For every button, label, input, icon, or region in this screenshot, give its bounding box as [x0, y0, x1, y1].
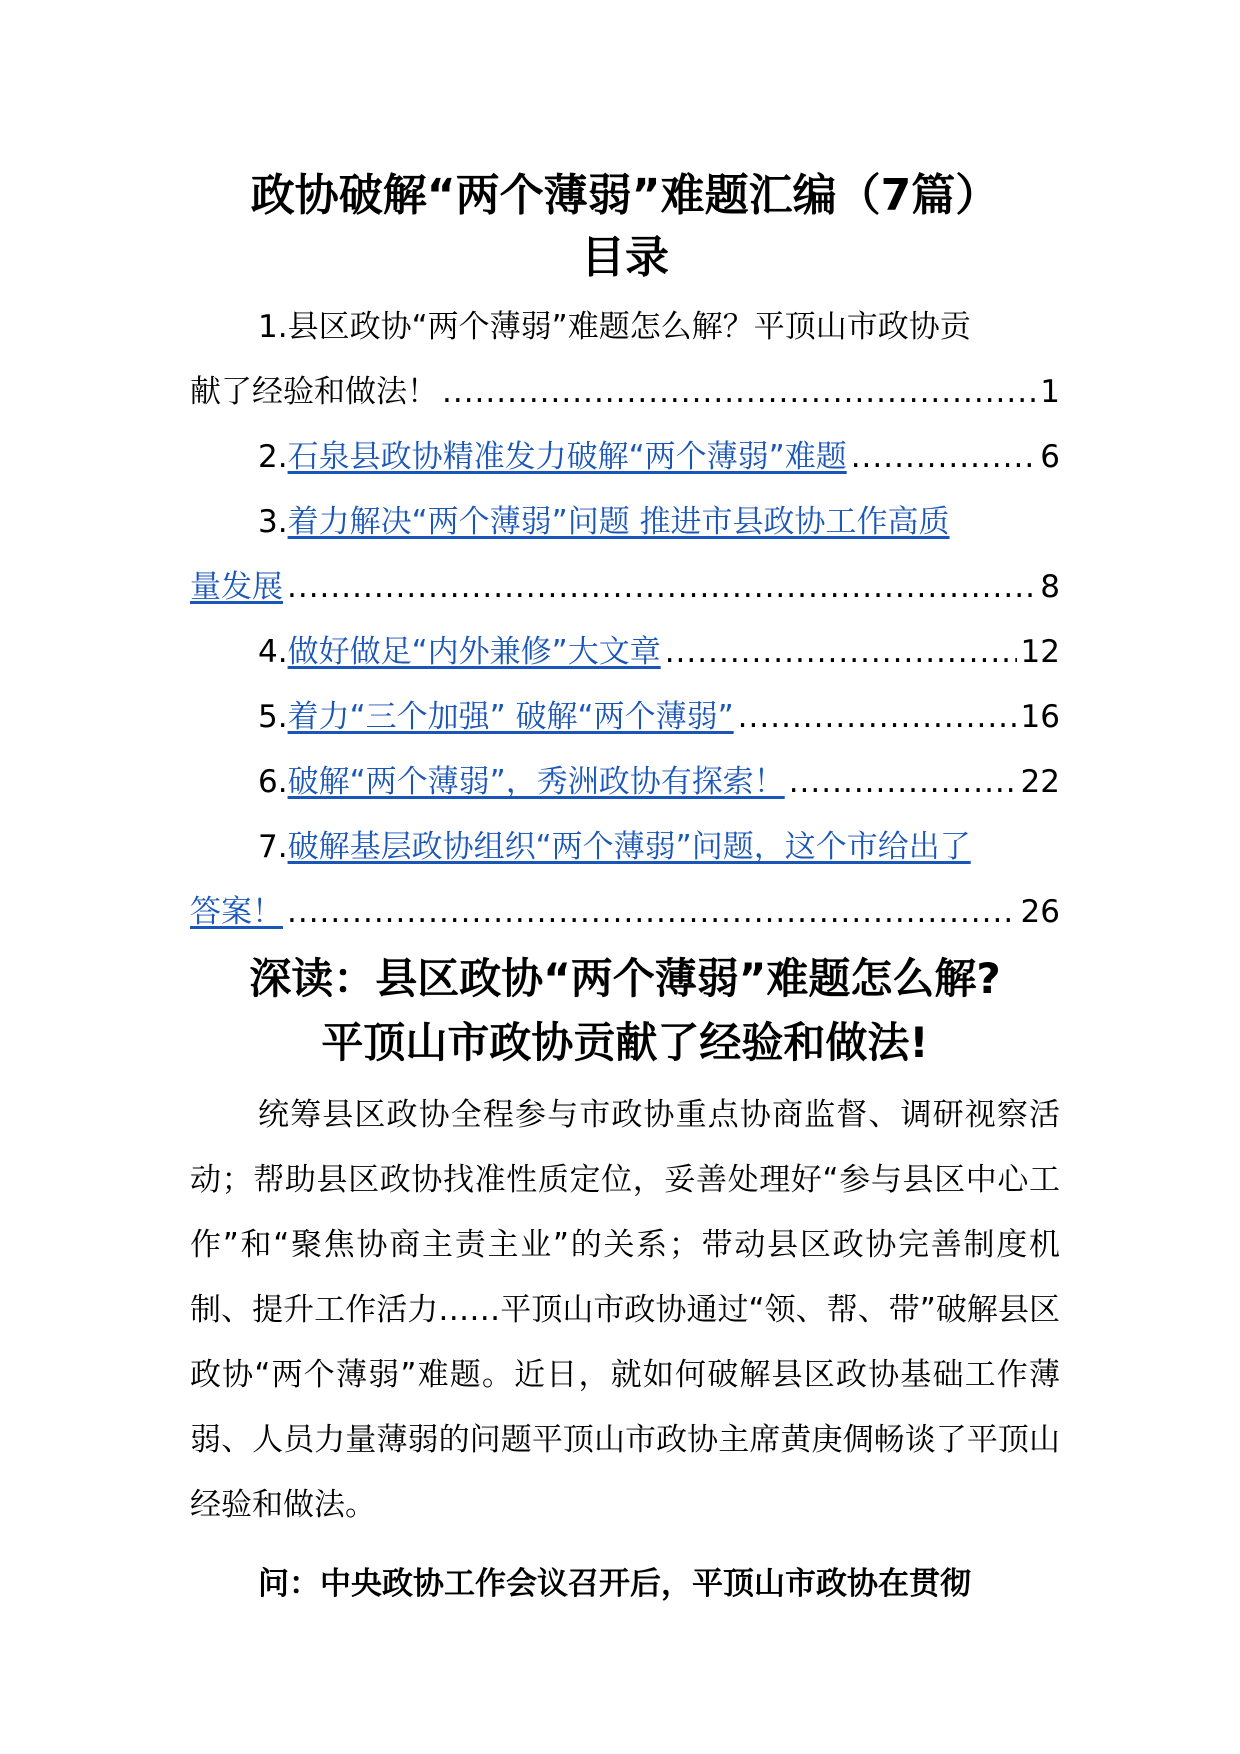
toc-leader-dots: [287, 555, 1036, 620]
toc-link[interactable]: 破解“两个薄弱”，秀洲政协有探索！: [287, 764, 785, 800]
document-title: 政协破解“两个薄弱”难题汇编（7篇）: [250, 170, 1000, 221]
toc-link[interactable]: 答案！: [190, 894, 283, 930]
toc-leader-dots: [738, 685, 1017, 750]
toc-link[interactable]: 量发展: [190, 569, 283, 605]
toc-item[interactable]: 2.石泉县政协精准发力破解“两个薄弱”难题 ..... 6: [190, 425, 1060, 490]
toc-item[interactable]: 5.着力“三个加强” 破解“两个薄弱” ..... 16: [190, 685, 1060, 750]
toc-item-title: 县区政协“两个薄弱”难题怎么解？平顶山市政协贡: [287, 309, 971, 345]
toc-leader-dots: [665, 620, 1017, 685]
toc-item[interactable]: 1.县区政协“两个薄弱”难题怎么解？平顶山市政协贡 献了经验和做法！ ..... 1: [190, 295, 1060, 425]
toc-page-number: 26: [1020, 894, 1060, 930]
toc-link[interactable]: 石泉县政协精准发力破解“两个薄弱”难题: [287, 439, 847, 475]
toc-item[interactable]: 6.破解“两个薄弱”，秀洲政协有探索！ ..... 22: [190, 750, 1060, 815]
toc-leader-dots: [851, 425, 1037, 490]
toc-page-number: 22: [1020, 764, 1060, 800]
section-title: 深读：县区政协“两个薄弱”难题怎么解? 平顶山市政协贡献了经验和做法!: [249, 954, 1001, 1067]
toc-page-number: 6: [1040, 439, 1060, 475]
toc-leader-dots: [287, 880, 1017, 945]
toc-item-title: 献了经验和做法！: [190, 374, 438, 410]
toc-page-number: 1: [1040, 374, 1060, 410]
toc-leader-dots: [789, 750, 1017, 815]
toc-page-number: 12: [1020, 634, 1060, 670]
toc-link[interactable]: 着力“三个加强” 破解“两个薄弱”: [287, 699, 734, 735]
document-page: [190, 165, 1060, 1617]
toc-heading: 目录: [581, 232, 669, 283]
toc-page-number: 16: [1020, 699, 1060, 735]
toc-item[interactable]: 3.着力解决“两个薄弱”问题 推进市县政协工作高质 量发展 ..... 8: [190, 490, 1060, 620]
toc-leader-dots: [442, 360, 1036, 425]
toc-link[interactable]: 破解基层政协组织“两个薄弱”问题，这个市给出了: [287, 829, 971, 865]
toc-item[interactable]: 7.破解基层政协组织“两个薄弱”问题，这个市给出了 答案！ ..... 26: [190, 815, 1060, 945]
toc-item[interactable]: 4.做好做足“内外兼修”大文章 ..... 12: [190, 620, 1060, 685]
toc-link[interactable]: 着力解决“两个薄弱”问题 推进市县政协工作高质: [287, 504, 950, 540]
toc-link[interactable]: 做好做足“内外兼修”大文章: [287, 634, 661, 670]
interview-question: 问：中央政协工作会议召开后，平顶山市政协在贯彻: [258, 1566, 971, 1602]
body-paragraph: 统筹县区政协全程参与市政协重点协商监督、调研视察活动；帮助县区政协找准性质定位，妥善处理好“参与县区中心工作”和“聚焦协商主责主业”的关系；带动县区政协完善制度机制、提升工作活力……平顶山市政协通过“领、帮、带”破解县区政协“两个薄弱”难题。近日，就如何破解县区政协基础工作薄弱、人员力量薄弱的问题平顶山市政协主席黄庚倜畅谈了平顶山经验和做法。: [190, 1097, 1060, 1523]
toc-page-number: 8: [1040, 569, 1060, 605]
